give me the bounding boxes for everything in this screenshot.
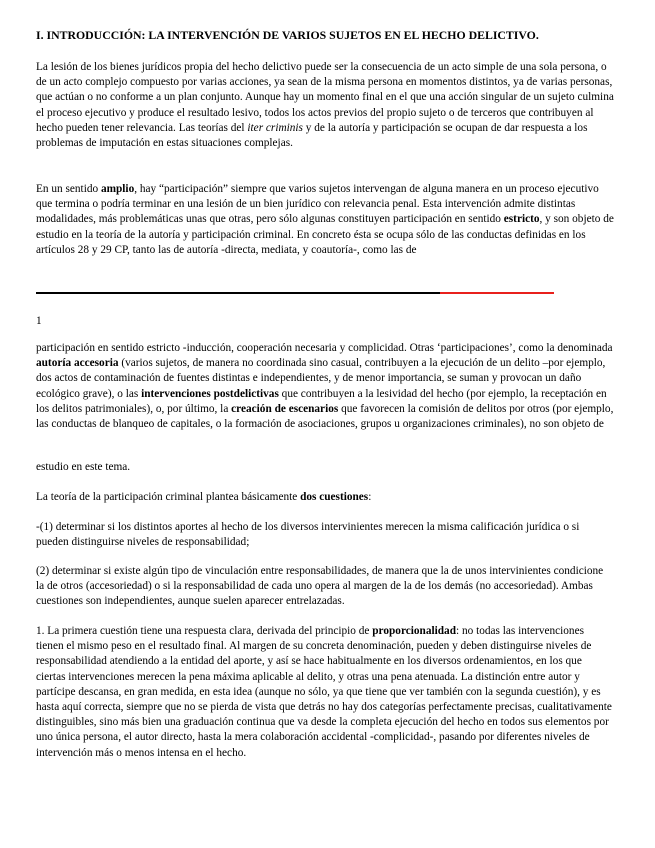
rule-red [440,292,554,294]
text: , hay “participación” siempre que varios sujetos intervengan de alguna manera en un proceso ejecutivo que termina o podría terminar en una lesión de un bien jurídico con relevancia penal. Esta intervención admite distintas modalidades, más problemáticas unas que otras, pero sólo algunas constituyen participación en sentido [36,183,599,226]
paragraph-cuestion-2: (2) determinar si existe algún tipo de vinculación entre responsabilidades, de manera que la de unos intervinientes condicione la de otros (accesoriedad) o si la responsabilidad de cada uno opera al margen de la de los demás (no accesoriedad). Ambas cuestiones son independientes, aunque suelen aparecer entrelazadas. [36,565,604,608]
text: La lesión de los bienes jurídicos propia del hecho delictivo puede ser la consecuencia de un acto simple de una sola persona, o de un acto complejo compuesto por varias acciones, ya sean de la misma persona en momentos distintos, ya de varias personas, que actúan o no conforme a un plan conjunto. Aunque hay un momento final en el que una acción singular de un sujeto culmina el proceso ejecutivo y produce el resultado lesivo, todos los actos previos del propio sujeto o de terceros que contribuyen al hecho pueden tener relevancia. Las teorías del [36,61,614,134]
italic-term: iter criminis [247,121,303,134]
text: 1. La primera cuestión tiene una respuesta clara, derivada del principio de [36,625,373,637]
text: que favorecen la comisión de delitos por otros (por ejemplo, las conductas de blanqueo de capitales, o la formación de asociaciones, grupos u organizaciones criminales), no son objeto de [36,402,614,431]
paragraph-cuestion-1: -(1) determinar si los distintos aportes al hecho de los diversos intervinientes merecen la misma calificación jurídica o si pueden distinguirse niveles de responsabilidad; [36,521,580,549]
text: y de la autoría y participación se ocupan de dar respuesta a los problemas de imputación en estas situaciones complejas. [36,121,588,150]
paragraph-estudio: estudio en este tema. [36,461,131,473]
bold-term: intervenciones postdelictivas [141,387,279,400]
text: En un sentido [36,183,101,195]
bold-term: amplio [100,183,135,195]
paragraph-dos-cuestiones [36,490,614,505]
bold-term: creación de escenarios [231,402,339,415]
paragraph-proporcionalidad [36,624,614,761]
text: : [368,491,372,503]
text: , y son objeto de estudio en la teoría de la autoría y participación criminal. En concreto ésta se ocupa sólo de las conductas definidas en los artículos 28 y 29 CP, tanto las de autoría -directa, mediata, y coautoría-, como las de [36,213,614,256]
bold-term: autoría accesoria [36,357,119,370]
text: : no todas las intervenciones tienen el mismo peso en el resultado final. Al margen de su concreta denominación, pueden y deben distinguirse niveles de responsabilidad atendiendo a la entidad del aporte, y así se hace habitualmente en los diversos ordenamientos, en los que ciertas intervenciones merecen la pena máxima aplicable al delito, y otras una pena atenuada. La distinción entre autor y partícipe descansa, en gran medida, en esta idea (aunque no sólo, ya que tiene que ver también con la segunda cuestión), y es hasta aquí correcta, siempre que no se pierda de vista que detrás no hay dos categorías perfectamente precisas, cualitativamente distinguibles, sino más bien una graduación continua que va desde la completa ejecución del hecho en todos sus elementos por uno única persona, el autor directo, hasta la mera colaboración accidental -complicidad-, pasando por diferentes niveles de intervención más o menos intensa en el hecho. [36,625,612,759]
paragraph-participacion [36,341,614,432]
paragraph-sentido-amplio [36,182,614,258]
paragraph-intro [36,60,614,151]
section-heading: I. INTRODUCCIÓN: LA INTERVENCIÓN DE VARIOS SUJETOS EN EL HECHO DELICTIVO. [36,28,539,42]
bold-term: proporcionalidad [372,625,456,637]
page-break-rule [36,292,554,294]
bold-term: estricto [503,213,540,226]
footnote-number: 1 [36,315,42,327]
text: La teoría de la participación criminal plantea básicamente [36,491,301,503]
text: (varios sujetos, de manera no coordinada sino casual, contribuyen a la ejecución de un delito –por ejemplo, dos actos de contaminación de fuentes distintas e independientes, y de menor importancia, se suman y provocan un daño ecológico grave), o las [36,357,606,400]
rule-black [36,292,440,294]
text: que contribuyen a la lesividad del hecho (por ejemplo, la receptación en los delitos patrimoniales), o, por último, la [36,387,607,415]
text: participación en sentido estricto -inducción, cooperación necesaria y complicidad. Otras ‘participaciones’, como la denominada [36,342,613,354]
bold-term: dos cuestiones [300,491,369,503]
